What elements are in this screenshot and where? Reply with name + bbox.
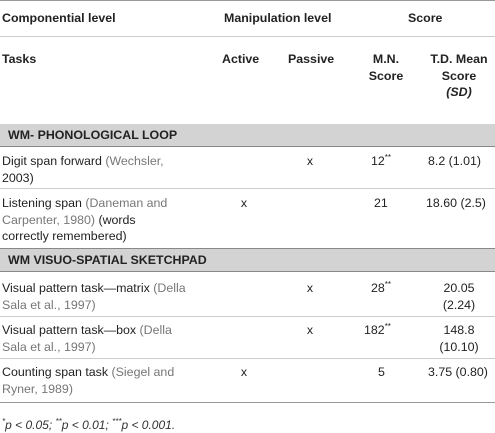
header-componential-level: Componential level: [2, 11, 116, 25]
section-label: WM VISUO-SPATIAL SKETCHPAD: [8, 253, 207, 267]
row-digit-span-mn: 12**: [371, 153, 392, 168]
header-divider: [0, 36, 495, 37]
row-matrix-passive: x: [306, 281, 314, 295]
row-listening-span-mn: 21: [374, 196, 388, 210]
row-digit-span-passive: x: [306, 154, 314, 168]
header-mn-score-line2: Score: [368, 68, 404, 83]
row-counting-span-task: Counting span task (Siegel and Ryner, 1989): [2, 365, 175, 396]
section-phonological-loop: [0, 124, 495, 146]
row-counting-span-active: x: [240, 365, 248, 379]
header-td-line3: (SD): [446, 85, 472, 99]
row-divider: [0, 188, 495, 189]
header-mn-score: [360, 51, 412, 84]
header-tasks: Tasks: [2, 52, 37, 66]
header-score: Score: [408, 11, 443, 25]
row-box-mn: 182**: [364, 322, 391, 337]
row-digit-span-td: 8.2 (1.01): [428, 154, 482, 168]
section-visuo-spatial: [0, 249, 495, 271]
table-footnote: *p < 0.05; **p < 0.01; ***p < 0.001.: [2, 417, 176, 432]
section-label: WM- PHONOLOGICAL LOOP: [8, 128, 178, 142]
row-digit-span-task: Digit span forward (Wechsler, 2003): [2, 154, 164, 185]
row-divider: [0, 358, 495, 359]
row-matrix-mn: 28**: [371, 280, 392, 295]
section-divider: [0, 271, 495, 272]
row-listening-span-task: Listening span (Daneman and Carpenter, 1980) (words correctly remembered): [2, 196, 168, 243]
row-listening-span-active: x: [240, 196, 248, 210]
row-box-passive: x: [306, 323, 314, 337]
header-td-line2: Score: [441, 68, 477, 83]
row-listening-span-td: 18.60 (2.5): [426, 196, 486, 210]
section-divider: [0, 146, 495, 147]
header-td-sd: SD: [450, 85, 468, 99]
header-passive: Passive: [288, 52, 335, 66]
row-divider: [0, 316, 495, 317]
table-bottom-rule: [0, 402, 495, 403]
row-counting-span-td: 3.75 (0.80): [428, 365, 488, 379]
row-matrix-td: 20.05 (2.24): [442, 281, 476, 312]
header-manipulation-level: Manipulation level: [224, 11, 332, 25]
header-active: Active: [222, 52, 260, 66]
row-counting-span-mn: 5: [378, 365, 385, 379]
header-mn-score-line1: M.N.: [372, 52, 400, 66]
header-td-mean-score: [424, 51, 494, 101]
header-td-line1: T.D. Mean: [430, 52, 488, 66]
row-box-task: Visual pattern task—box (Della Sala et al., 1997): [2, 323, 172, 354]
table-top-rule: [0, 0, 495, 1]
row-box-td: 148.8 (10.10): [439, 323, 479, 354]
row-matrix-task: Visual pattern task—matrix (Della Sala et al., 1997): [2, 281, 186, 312]
